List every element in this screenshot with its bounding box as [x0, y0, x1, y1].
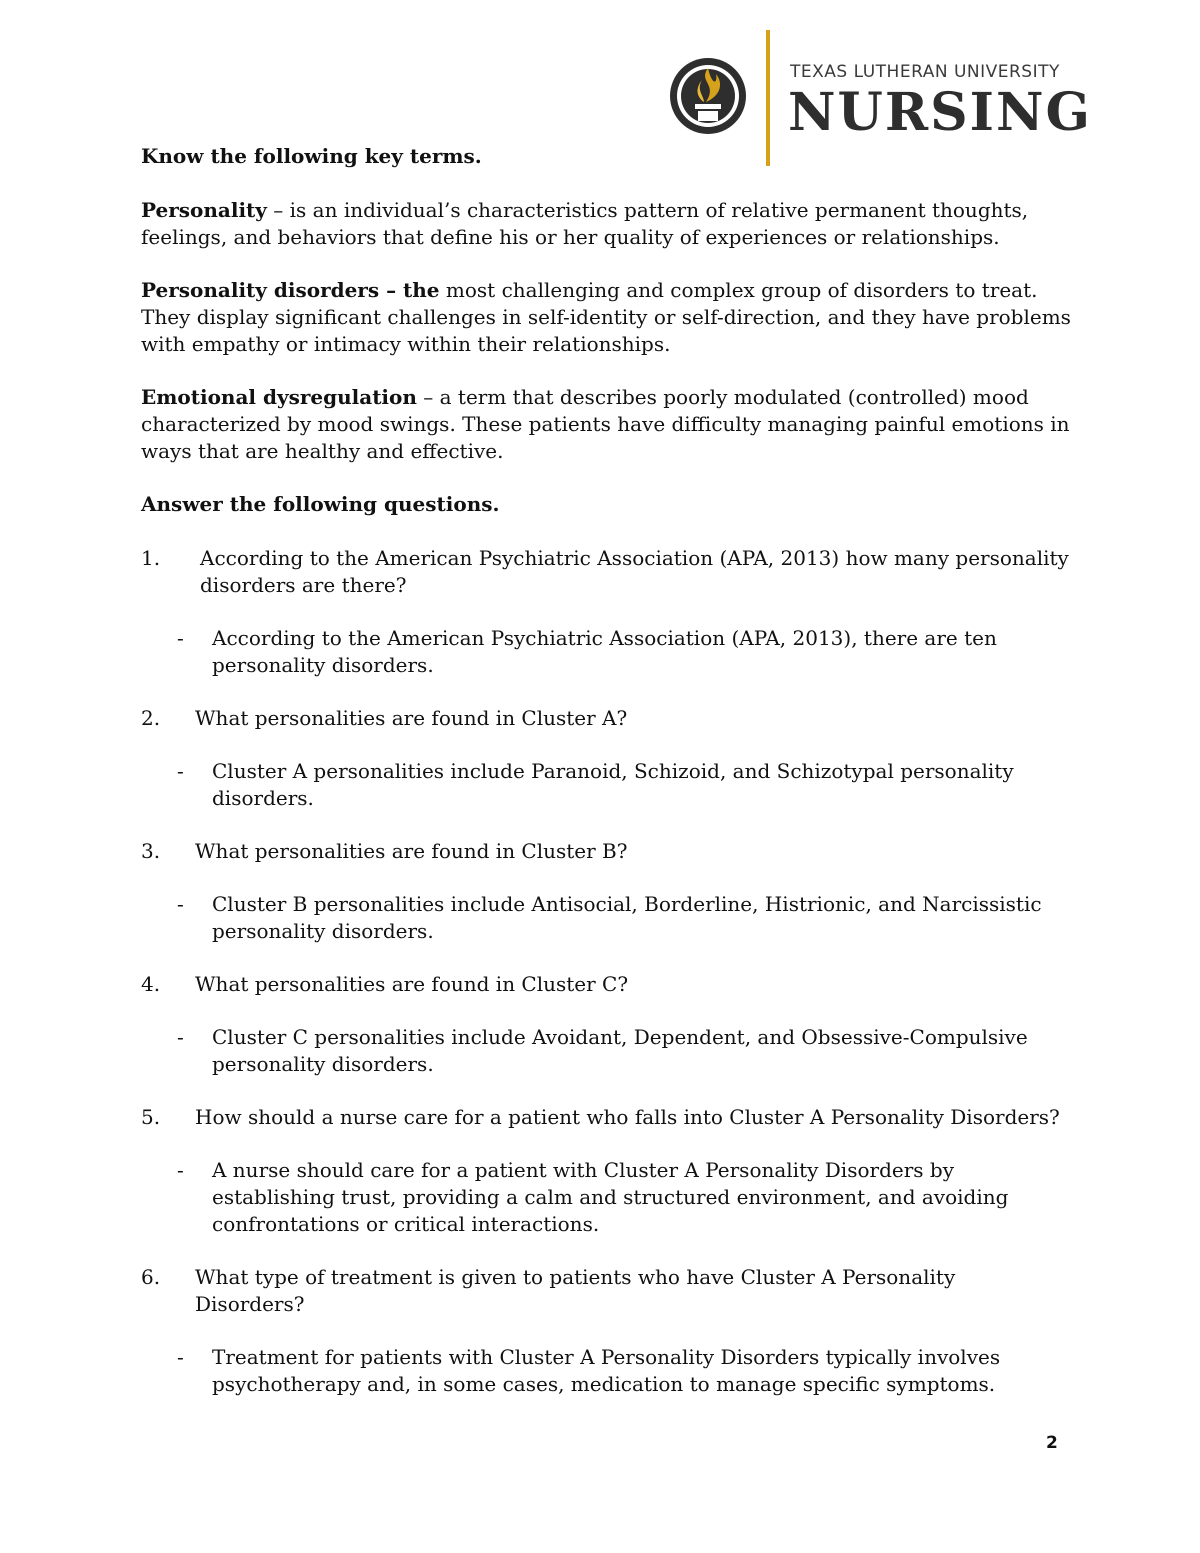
term-label: Personality disorders – the — [141, 278, 440, 302]
question-text: What personalities are found in Cluster C? — [195, 972, 629, 996]
question-text: What personalities are found in Cluster B? — [195, 839, 628, 863]
question-text: How should a nurse care for a patient who falls into Cluster A Personality Disorders? — [195, 1105, 1060, 1129]
answer-text: Cluster B personalities include Antisocial, Borderline, Histrionic, and Narcissistic personality disorders. — [212, 892, 1042, 943]
term-separator: – — [266, 198, 290, 222]
answer-4 — [141, 1024, 1071, 1078]
answer-marker: - — [177, 759, 184, 783]
answer-text: Cluster A personalities include Paranoid, Schizoid, and Schizotypal personality disorders. — [212, 759, 1014, 810]
key-term-emotional-dysregulation — [141, 384, 1071, 465]
question-number: 6. — [141, 1265, 161, 1289]
question-number: 5. — [141, 1105, 161, 1129]
question-number: 4. — [141, 972, 161, 996]
answer-text: Cluster C personalities include Avoidant, Dependent, and Obsessive-Compulsive personality disorders. — [212, 1025, 1028, 1076]
term-label: Emotional dysregulation — [141, 385, 417, 409]
question-number: 2. — [141, 706, 161, 730]
term-label: Personality — [141, 198, 267, 222]
term-definition: a term that describes poorly modulated (controlled) mood characterized by mood swings. These patients have difficulty managing painful emotions in ways that are healthy and effective. — [141, 385, 1070, 463]
question-number: 3. — [141, 839, 161, 863]
key-term-personality-disorders — [141, 277, 1071, 358]
question-4 — [141, 971, 1071, 998]
answer-text: A nurse should care for a patient with Cluster A Personality Disorders by establishing trust, providing a calm and structured environment, and avoiding confrontations or critical interactions. — [212, 1158, 1009, 1236]
term-definition: most challenging and complex group of disorders to treat. They display significant challenges in self-identity or self-direction, and they have problems with empathy or intimacy within their relationships. — [141, 278, 1071, 356]
questions-heading: Answer the following questions. — [141, 492, 500, 516]
answer-2 — [141, 758, 1071, 812]
answer-1 — [141, 625, 1071, 679]
answer-5 — [141, 1157, 1071, 1238]
question-3 — [141, 838, 1071, 865]
answer-text: According to the American Psychiatric Association (APA, 2013), there are ten personality disorders. — [212, 626, 997, 677]
question-text: What type of treatment is given to patients who have Cluster A Personality Disorders? — [195, 1265, 956, 1316]
program-name: NURSING — [788, 82, 1092, 143]
question-2 — [141, 705, 1071, 732]
key-term-personality — [141, 197, 1071, 251]
question-1 — [141, 545, 1071, 599]
page-number: 2 — [1046, 1433, 1058, 1453]
question-text: What personalities are found in Cluster A? — [195, 706, 628, 730]
question-number: 1. — [141, 546, 161, 570]
answer-text: Treatment for patients with Cluster A Personality Disorders typically involves psychotherapy and, in some cases, medication to manage specific symptoms. — [212, 1345, 1001, 1396]
question-6 — [141, 1264, 1071, 1318]
answer-3 — [141, 891, 1071, 945]
flame-emblem-icon — [668, 56, 748, 136]
university-name: TEXAS LUTHERAN UNIVERSITY — [790, 62, 1060, 82]
answer-marker: - — [177, 892, 184, 916]
answer-marker: - — [177, 1158, 184, 1182]
answer-marker: - — [177, 1345, 184, 1369]
term-definition: is an individual’s characteristics pattern of relative permanent thoughts, feelings, and behaviors that define his or her quality of experiences or relationships. — [141, 198, 1029, 249]
document-body — [141, 143, 1071, 1424]
question-text: According to the American Psychiatric Association (APA, 2013) how many personality disorders are there? — [200, 546, 1069, 597]
question-5 — [141, 1104, 1071, 1131]
term-separator: – — [416, 385, 440, 409]
answer-marker: - — [177, 1025, 184, 1049]
answer-6 — [141, 1344, 1071, 1398]
key-terms-heading: Know the following key terms. — [141, 144, 482, 168]
answer-marker: - — [177, 626, 184, 650]
